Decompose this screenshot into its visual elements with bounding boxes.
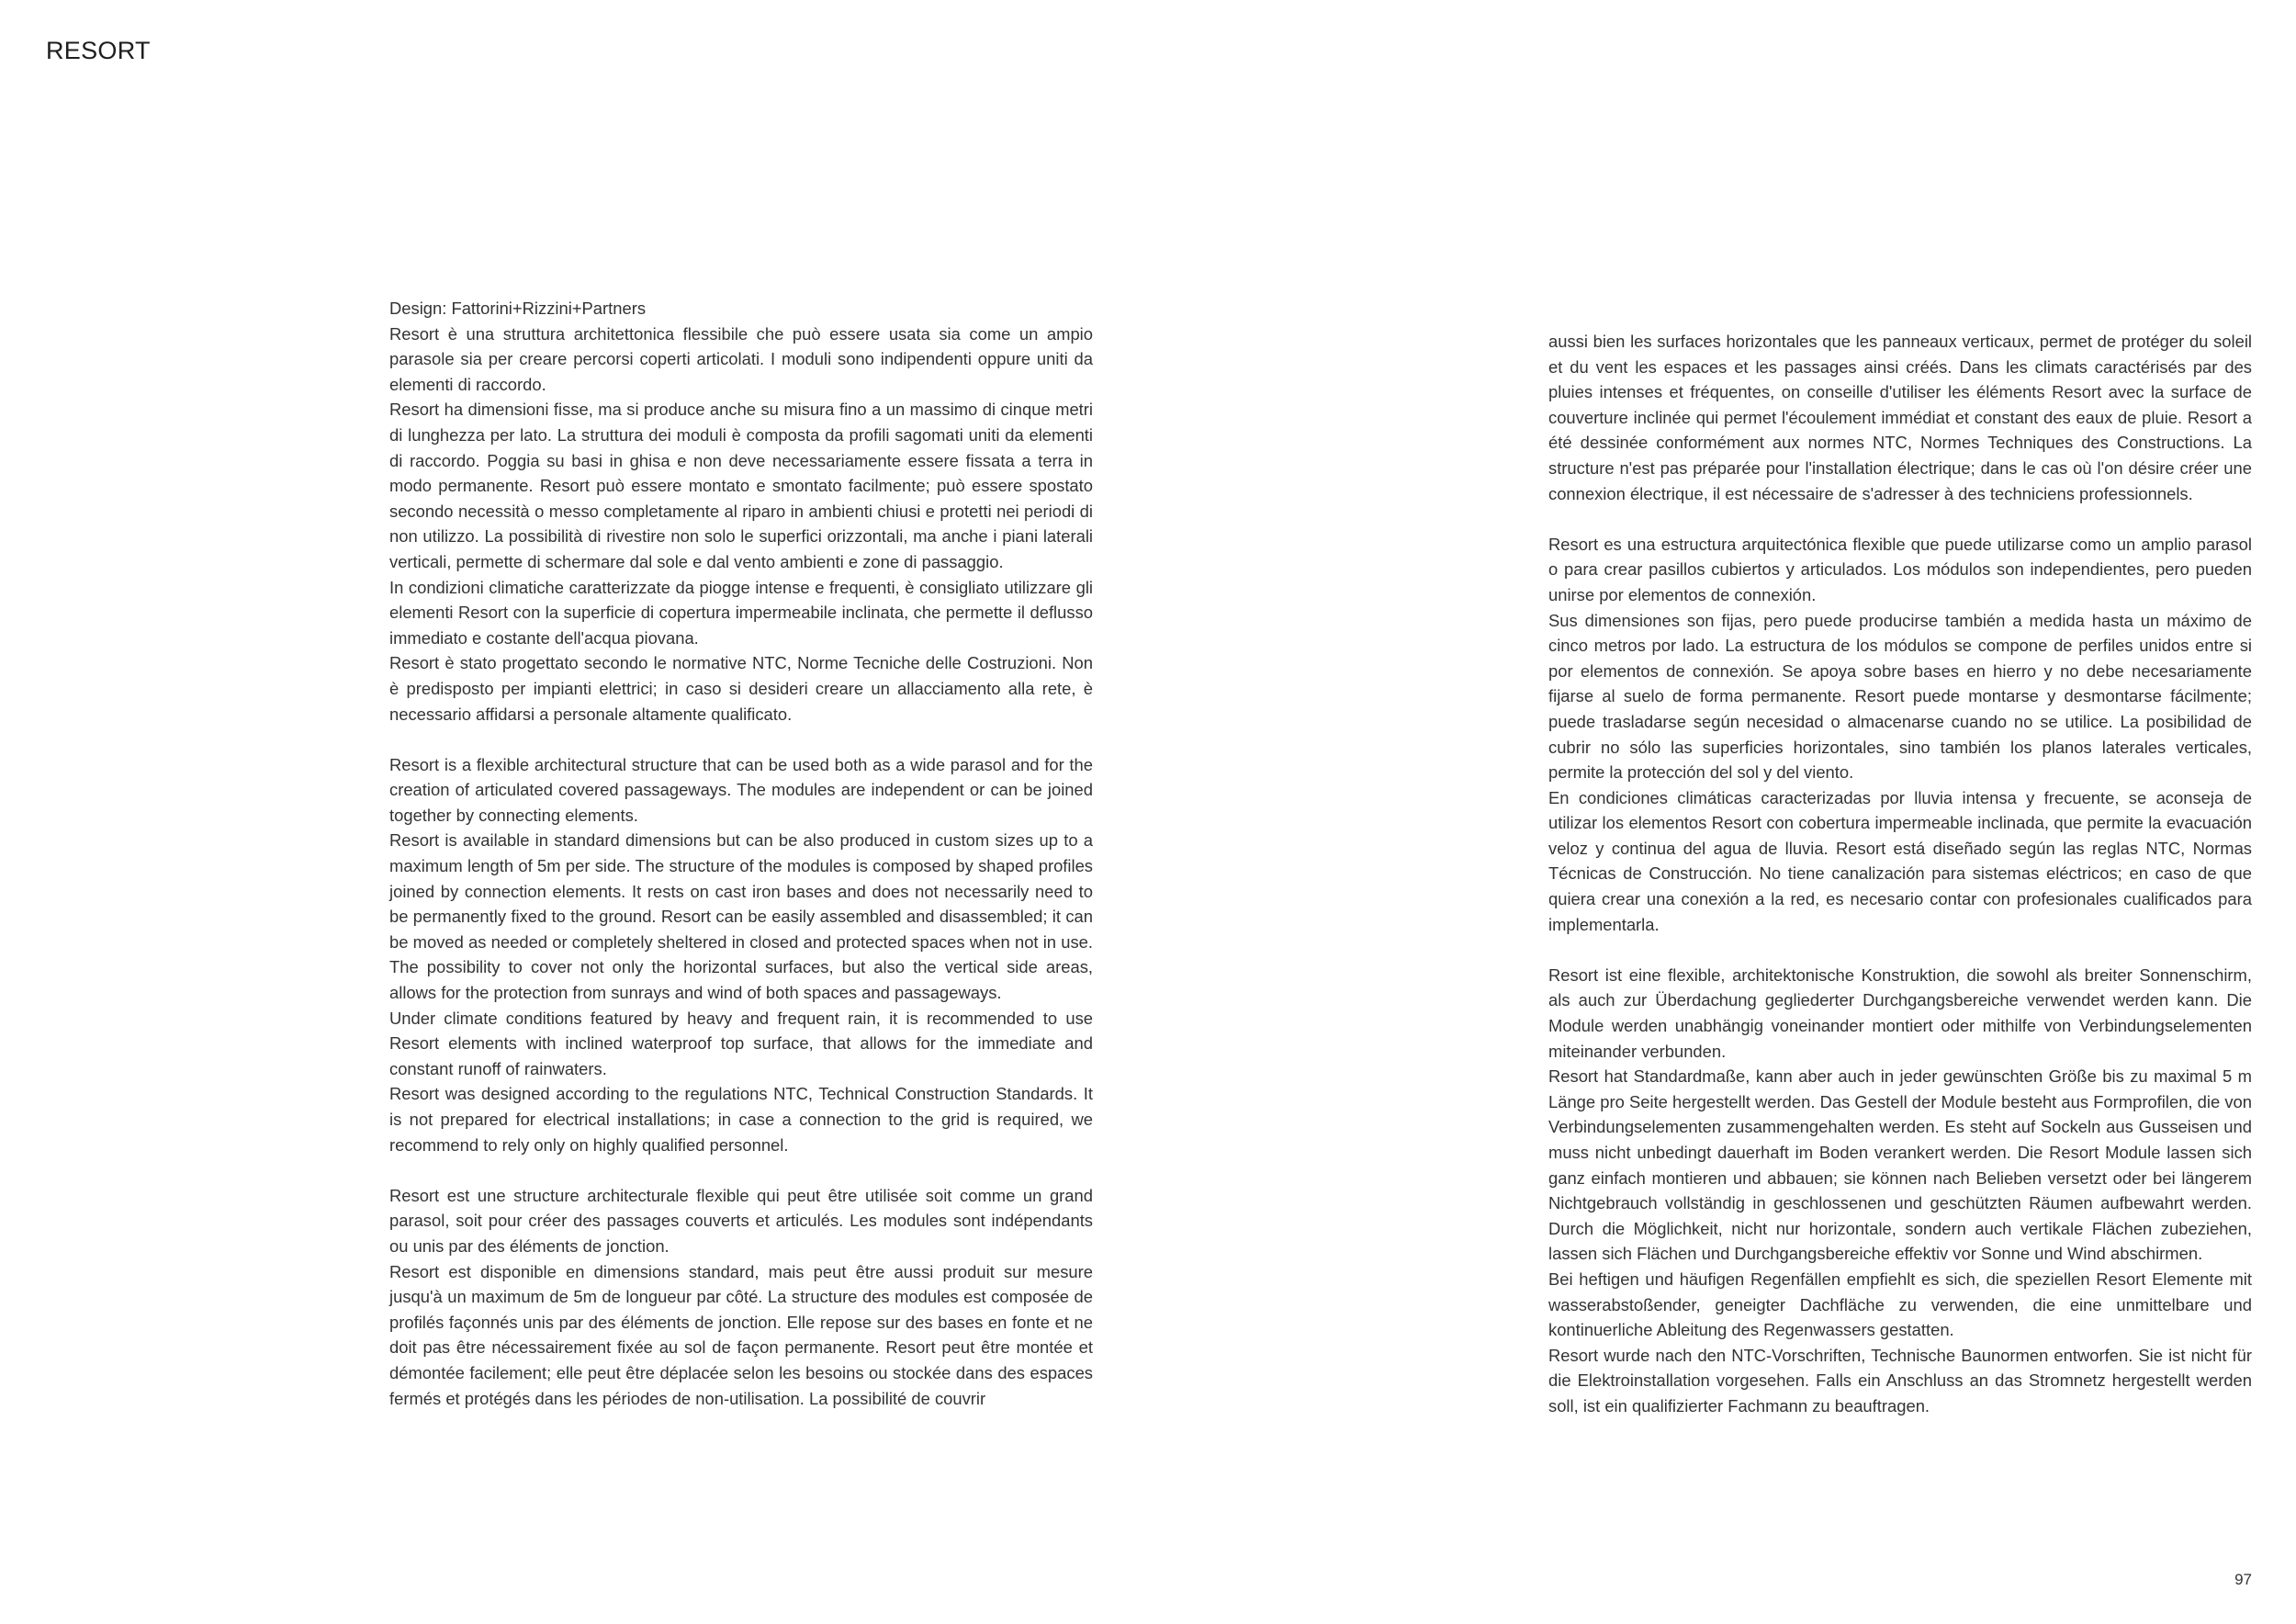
german-paragraph: Bei heftigen und häufigen Regenfällen empfiehlt es sich, die speziellen Resort Elemente mit wasserabstoßender, geneigter Dachfläche zu verwenden, die eine unmittelbare und kontinuerliche Ableitung des Regenwassers gestatten. xyxy=(1548,1269,2252,1340)
italian-paragraph: Resort ha dimensioni fisse, ma si produce anche su misura fino a un massimo di cinque metri di lunghezza per lato. La struttura dei moduli è composta da profili sagomati uniti da elementi di raccordo. Poggia su basi in ghisa e non deve necessariamente essere fissata a terra in modo permanente. Resort può essere montato e smontato facilmente; può essere spostato secondo necessità o messo completamente al riparo in ambienti chiusi e protetti nei periodi di non utilizzo. La possibilità di rivestire non solo le superfici orizzontali, ma anche i piani laterali verticali, permette di schermare dal sole e dal vento ambienti e zone di passaggio. xyxy=(389,400,1093,571)
english-paragraph: Resort is a flexible architectural structure that can be used both as a wide parasol and for the creation of articulated covered passageways. The modules are independent or can be joined together by connecting elements. xyxy=(389,754,1093,825)
english-paragraph: Resort is available in standard dimensions but can be also produced in custom sizes up to a maximum length of 5m per side. The structure of the modules is composed by shaped profiles joined by connection elements. It rests on cast iron bases and does not necessarily need to be permanently fixed to the ground. Resort can be easily assembled and disassembled; it can be moved as needed or completely sheltered in closed and protected spaces when not in use. The possibility to cover not only the horizontal surfaces, but also the vertical side areas, allows for the protection from sunrays and wind of both spaces and passageways. xyxy=(389,830,1093,1003)
left-text-column xyxy=(389,296,1093,1437)
english-paragraph: Under climate conditions featured by heavy and frequent rain, it is recommended to use Resort elements with inclined waterproof top surface, that allows for the immediate and constant runoff of rainwaters. xyxy=(389,1008,1093,1078)
german-paragraph: Resort ist eine flexible, architektonische Konstruktion, die sowohl als breiter Sonnenschirm, als auch zur Überdachung gegliederter Durchgangsbereiche verwendet werden kann. Die Module werden unabhängig voneinander montiert oder mithilfe von Verbindungselementen miteinander verbunden. xyxy=(1548,964,2252,1061)
spanish-paragraph: Sus dimensiones son fijas, pero puede producirse también a medida hasta un máximo de cinco metros por lado. La estructura de los módulos se compone de perfiles unidos entre si por elementos de connexión. Se apoya sobre bases en hierro y no debe necesariamente fijarse al suelo de forma permanente. Resort puede montarse y desmontarse fácilmente; puede trasladarse según necesidad o almacenarse cuando no se utilice. La posibilidad de cubrir no sólo las superficies horizontales, sino también los planos laterales verticales, permite la protección del sol y del viento. xyxy=(1548,610,2252,783)
spanish-paragraph: Resort es una estructura arquitectónica flexible que puede utilizarse como un amplio parasol o para crear pasillos cubiertos y articulados. Los módulos son independientes, pero pueden unirse por elementos de connexión. xyxy=(1548,534,2252,604)
french-paragraph: Resort est une structure architecturale flexible qui peut être utilisée soit comme un grand parasol, soit pour créer des passages couverts et articulés. Les modules sont indépendants ou unis par des éléments de jonction. xyxy=(389,1185,1093,1256)
spanish-text-block xyxy=(1548,532,2252,938)
french-continued-block xyxy=(1548,329,2252,506)
design-credit: Design: Fattorini+Rizzini+Partners xyxy=(389,299,647,318)
french-paragraph: aussi bien les surfaces horizontales que les panneaux verticaux, permet de protéger du soleil et du vent les espaces et les passages ainsi créés. Dans les climats caractérisés par des pluies intenses et fréquentes, on conseille d'utiliser les éléments Resort avec la surface de couverture inclinée qui permet l'écoulement immédiat et constant des eaux de pluie. Resort a été dessinée conformément aux normes NTC, Normes Techniques des Constructions. La structure n'est pas préparée pour l'installation électrique; dans le cas où l'on désire créer une connexion électrique, il est nécessaire de s'adresser à des techniciens professionnels. xyxy=(1548,332,2252,503)
german-text-block xyxy=(1548,963,2252,1419)
french-paragraph: Resort est disponible en dimensions standard, mais peut être aussi produit sur mesure jusqu'à un maximum de 5m de longueur par côté. La structure des modules est composée de profilés façonnés unis par des éléments de jonction. Elle repose sur des bases en fonte et ne doit pas être nécessairement fixée au sol de façon permanente. Resort peut être montée et démontée facilement; elle peut être déplacée selon les besoins ou stockée dans des espaces fermés et protégés dans les périodes de non-utilisation. La possibilité de couvrir xyxy=(389,1261,1093,1408)
right-text-column xyxy=(1548,329,2252,1444)
german-paragraph: Resort hat Standardmaße, kann aber auch in jeder gewünschten Größe bis zu maximal 5 m Länge pro Seite hergestellt werden. Das Gestell der Module besteht aus Formprofilen, die von Verbindungselementen zusammengehalten werden. Es steht auf Sockeln aus Gusseisen und muss nicht unbedingt dauerhaft im Boden verankert werden. Die Resort Module lassen sich ganz einfach montieren und abbauen; sie können nach Belieben versetzt oder bei längerem Nichtgebrauch vollständig in geschlossenen und geschützten Räumen aufbewahrt werden. Durch die Möglichkeit, nicht nur horizontale, sondern auch vertikale Flächen zubeziehen, lassen sich Flächen und Durchgangsbereiche effektiv vor Sonne und Wind abschirmen. xyxy=(1548,1066,2252,1264)
italian-paragraph: Resort è una struttura architettonica flessibile che può essere usata sia come un ampio parasole sia per creare percorsi coperti articolati. I moduli sono indipendenti oppure uniti da elementi di raccordo. xyxy=(389,323,1093,394)
italian-paragraph: In condizioni climatiche caratterizzate da piogge intense e frequenti, è consigliato utilizzare gli elementi Resort con la superficie di copertura impermeabile inclinata, che permette il deflusso immediato e costante dell'acqua piovana. xyxy=(389,577,1093,648)
page-number: 97 xyxy=(2234,1571,2252,1588)
french-text-block xyxy=(389,1183,1093,1411)
spanish-paragraph: En condiciones climáticas caracterizadas por lluvia intensa y frecuente, se aconseja de utilizar los elementos Resort con cobertura impermeable inclinada, que permite la evacuación veloz y continua del agua de lluvia. Resort está diseñado según las reglas NTC, Normas Técnicas de Construcción. No tiene canalización para sistemas eléctricos; en caso de que quiera crear una conexión a la red, es necesario contar con profesionales cualificados para implementarla. xyxy=(1548,787,2252,934)
german-paragraph: Resort wurde nach den NTC-Vorschriften, Technische Baunormen entworfen. Sie ist nicht für die Elektroinstallation vorgesehen. Falls ein Anschluss an das Stromnetz hergestellt werden soll, ist ein qualifizierter Fachmann zu beauftragen. xyxy=(1548,1345,2252,1415)
page-title: RESORT xyxy=(46,37,151,64)
italian-text-block xyxy=(389,321,1093,727)
english-paragraph: Resort was designed according to the regulations NTC, Technical Construction Standards. It is not prepared for electrical installations; in case a connection to the grid is required, we recommend to rely only on highly qualified personnel. xyxy=(389,1084,1093,1155)
italian-paragraph: Resort è stato progettato secondo le normative NTC, Norme Tecniche delle Costruzioni. Non è predisposto per impianti elettrici; in caso si desideri creare un allacciamento alla rete, è necessario affidarsi a personale altamente qualificato. xyxy=(389,653,1093,724)
english-text-block xyxy=(389,752,1093,1158)
